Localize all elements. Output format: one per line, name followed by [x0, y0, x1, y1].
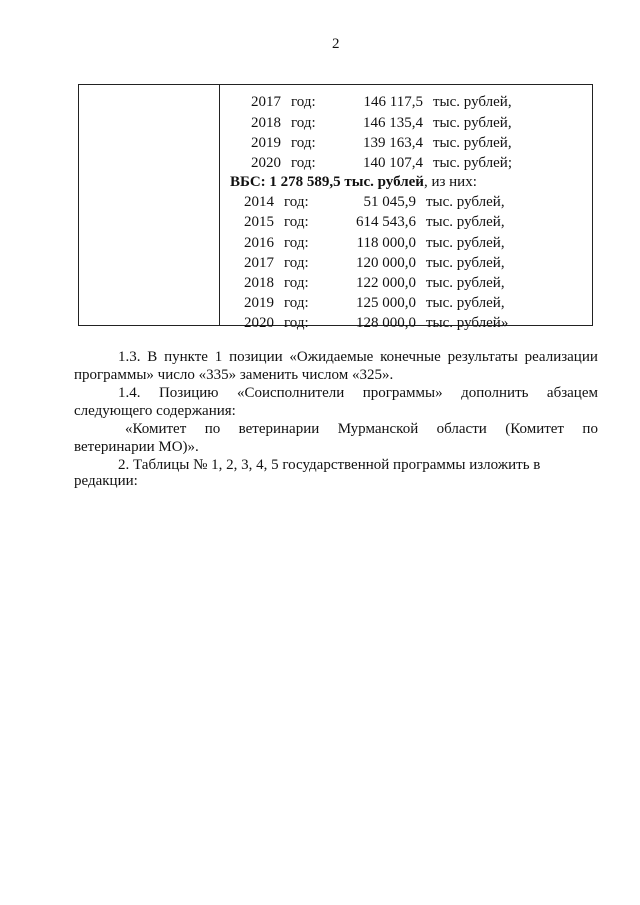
word: области [436, 421, 487, 437]
page-number: 2 [332, 36, 340, 52]
word: позиции [229, 349, 283, 365]
word: «Комитет [125, 421, 187, 437]
word: ветеринарии [238, 421, 320, 437]
row-amount: 139 163,4 [363, 135, 423, 151]
row-amount: 146 135,4 [363, 115, 423, 131]
row-god: год: [284, 315, 309, 331]
word: Позицию [158, 385, 219, 401]
vbs-heading-rest: , из них: [423, 174, 477, 190]
row-year: 2018 [244, 275, 274, 291]
row-god: год: [284, 295, 309, 311]
word: по [582, 421, 598, 437]
paragraph-2-line-2: редакции: [74, 473, 138, 489]
quote-line-1 [125, 420, 598, 438]
row-year: 2014 [244, 194, 274, 210]
row-amount: 140 107,4 [363, 155, 423, 171]
row-year: 2019 [251, 135, 281, 151]
row-amount: 122 000,0 [356, 275, 416, 291]
row-amount: 125 000,0 [356, 295, 416, 311]
row-year: 2020 [251, 155, 281, 171]
row-god: год: [291, 94, 316, 110]
word: результаты [447, 349, 518, 365]
word: Мурманской [337, 421, 419, 437]
word: В [147, 349, 158, 365]
row-amount: 118 000,0 [356, 235, 416, 251]
row-unit: тыс. рублей, [433, 135, 512, 151]
row-amount: 120 000,0 [356, 255, 416, 271]
row-unit: тыс. рублей, [426, 235, 505, 251]
word: реализации [524, 349, 598, 365]
word: дополнить [461, 385, 529, 401]
row-unit: тыс. рублей, [426, 194, 505, 210]
word: 1.3. [118, 349, 141, 365]
vbs-heading [230, 173, 477, 191]
row-unit: тыс. рублей» [426, 315, 509, 331]
row-amount: 146 117,5 [363, 94, 423, 110]
quote-line-2: ветеринарии МО)». [74, 439, 199, 455]
word: 1.4. [118, 385, 141, 401]
word: «Соисполнители [236, 385, 345, 401]
word: программы» [362, 385, 443, 401]
row-god: год: [291, 115, 316, 131]
paragraph-1-4-line-2: следующего содержания: [74, 403, 236, 419]
row-unit: тыс. рублей; [433, 155, 512, 171]
word: «Ожидаемые [289, 349, 374, 365]
row-unit: тыс. рублей, [426, 214, 505, 230]
row-year: 2015 [244, 214, 274, 230]
funding-table [78, 84, 593, 331]
paragraph-1-3-line-1 [118, 348, 598, 366]
row-year: 2016 [244, 235, 274, 251]
paragraph-2-line-1: 2. Таблицы № 1, 2, 3, 4, 5 государственной программы изложить в [118, 457, 541, 473]
row-amount: 51 045,9 [363, 194, 416, 210]
row-year: 2017 [251, 94, 281, 110]
row-god: год: [284, 255, 309, 271]
vbs-heading-bold: ВБС: 1 278 589,5 тыс. рублей [230, 174, 424, 190]
row-year: 2019 [244, 295, 274, 311]
word: (Комитет [505, 421, 564, 437]
row-year: 2018 [251, 115, 281, 131]
row-god: год: [284, 275, 309, 291]
row-unit: тыс. рублей, [433, 94, 512, 110]
row-god: год: [284, 235, 309, 251]
row-year: 2017 [244, 255, 274, 271]
row-god: год: [291, 135, 316, 151]
word: конечные [380, 349, 441, 365]
paragraph-1-3-line-2: программы» число «335» заменить числом «325». [74, 367, 394, 383]
paragraph-1-4-line-1 [118, 384, 598, 402]
row-god: год: [291, 155, 316, 171]
row-unit: тыс. рублей, [426, 255, 505, 271]
row-unit: тыс. рублей, [426, 275, 505, 291]
row-year: 2020 [244, 315, 274, 331]
row-god: год: [284, 194, 309, 210]
word: 1 [214, 349, 223, 365]
row-amount: 614 543,6 [356, 214, 416, 230]
word: пункте [164, 349, 208, 365]
row-god: год: [284, 214, 309, 230]
row-unit: тыс. рублей, [433, 115, 512, 131]
word: абзацем [546, 385, 598, 401]
table-column-divider [219, 85, 220, 325]
row-amount: 128 000,0 [356, 315, 416, 331]
word: по [204, 421, 221, 437]
row-unit: тыс. рублей, [426, 295, 505, 311]
